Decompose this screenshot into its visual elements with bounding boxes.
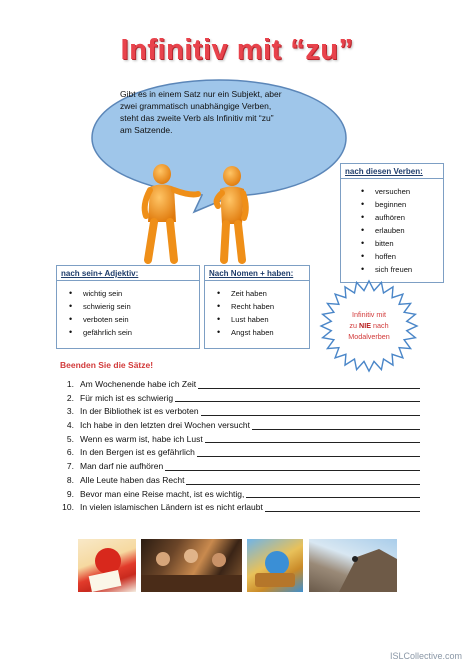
sentence-list — [60, 378, 420, 515]
emphasis-never: NIE — [359, 321, 371, 330]
answer-line[interactable] — [246, 497, 420, 498]
list-item: • Zeit haben — [231, 287, 309, 300]
adjective-box-heading: nach sein+ Adjektiv: — [57, 266, 199, 281]
verbs-box — [340, 163, 444, 283]
list-item: • sich freuen — [375, 263, 443, 276]
adjective-box — [56, 265, 200, 349]
adjective-list — [57, 287, 199, 339]
list-item: • verboten sein — [83, 313, 199, 326]
answer-line[interactable] — [252, 429, 420, 430]
bubble-line: am Satzende. — [120, 125, 173, 135]
answer-line[interactable] — [186, 484, 420, 485]
bubble-text — [120, 88, 320, 136]
list-item: • bitten — [375, 237, 443, 250]
photo-apple-notepad — [78, 539, 136, 592]
list-item: • hoffen — [375, 250, 443, 263]
sentence-row[interactable]: 4. Ich habe in den letzten drei Wochen versucht — [60, 419, 420, 433]
bubble-line: Gibt es in einem Satz nur ein Subjekt, aber — [120, 89, 282, 99]
answer-line[interactable] — [198, 388, 420, 389]
list-item: • erlauben — [375, 224, 443, 237]
exercise-title: Beenden Sie die Sätze! — [60, 360, 154, 370]
starburst-text — [333, 309, 405, 342]
answer-line[interactable] — [197, 456, 420, 457]
sentence-row[interactable]: 5. Wenn es warm ist, habe ich Lust — [60, 433, 420, 447]
list-item: • Lust haben — [231, 313, 309, 326]
sentence-row[interactable]: 3. In der Bibliothek ist es verboten — [60, 405, 420, 419]
noun-box-heading: Nach Nomen + haben: — [205, 266, 309, 281]
list-item: • gefährlich sein — [83, 326, 199, 339]
watermark: ISLCollective.com — [389, 651, 462, 661]
sentence-row[interactable]: 9. Bevor man eine Reise macht, ist es wichtig, — [60, 488, 420, 502]
list-item: • beginnen — [375, 198, 443, 211]
starburst-line: Infinitiv mit — [352, 310, 386, 319]
answer-line[interactable] — [265, 511, 420, 512]
answer-line[interactable] — [205, 442, 420, 443]
list-item: • Recht haben — [231, 300, 309, 313]
bubble-line: zwei grammatisch unabhängige Verben, — [120, 101, 272, 111]
list-item: • wichtig sein — [83, 287, 199, 300]
list-item: • versuchen — [375, 185, 443, 198]
list-item: • schwierig sein — [83, 300, 199, 313]
list-item: • Angst haben — [231, 326, 309, 339]
photo-people-restaurant — [141, 539, 242, 592]
talking-figures-illustration — [128, 160, 278, 265]
photo-travel-items — [247, 539, 303, 592]
sentence-row[interactable]: 7. Man darf nie aufhören — [60, 460, 420, 474]
answer-line[interactable] — [165, 470, 420, 471]
answer-line[interactable] — [175, 401, 420, 402]
verbs-box-heading: nach diesen Verben: — [341, 164, 443, 179]
starburst-line: Modalverben — [348, 332, 390, 341]
photo-rock-climber — [309, 539, 397, 592]
list-item: • aufhören — [375, 211, 443, 224]
verbs-list — [341, 185, 443, 276]
sentence-row[interactable]: 2. Für mich ist es schwierig — [60, 392, 420, 406]
page-title: Infinitiv mit “zu” — [120, 34, 354, 66]
noun-list — [205, 287, 309, 339]
sentence-row[interactable]: 6. In den Bergen ist es gefährlich — [60, 446, 420, 460]
sentence-row[interactable]: 1. Am Wochenende habe ich Zeit — [60, 378, 420, 392]
sentence-row[interactable]: 8. Alle Leute haben das Recht — [60, 474, 420, 488]
answer-line[interactable] — [201, 415, 420, 416]
noun-box — [204, 265, 310, 349]
starburst-line: zu NIE nach — [349, 321, 389, 330]
bubble-line: steht das zweite Verb als Infinitiv mit “zu” — [120, 113, 274, 123]
sentence-row[interactable]: 10. In vielen islamischen Ländern ist es nicht erlaubt — [60, 501, 420, 515]
